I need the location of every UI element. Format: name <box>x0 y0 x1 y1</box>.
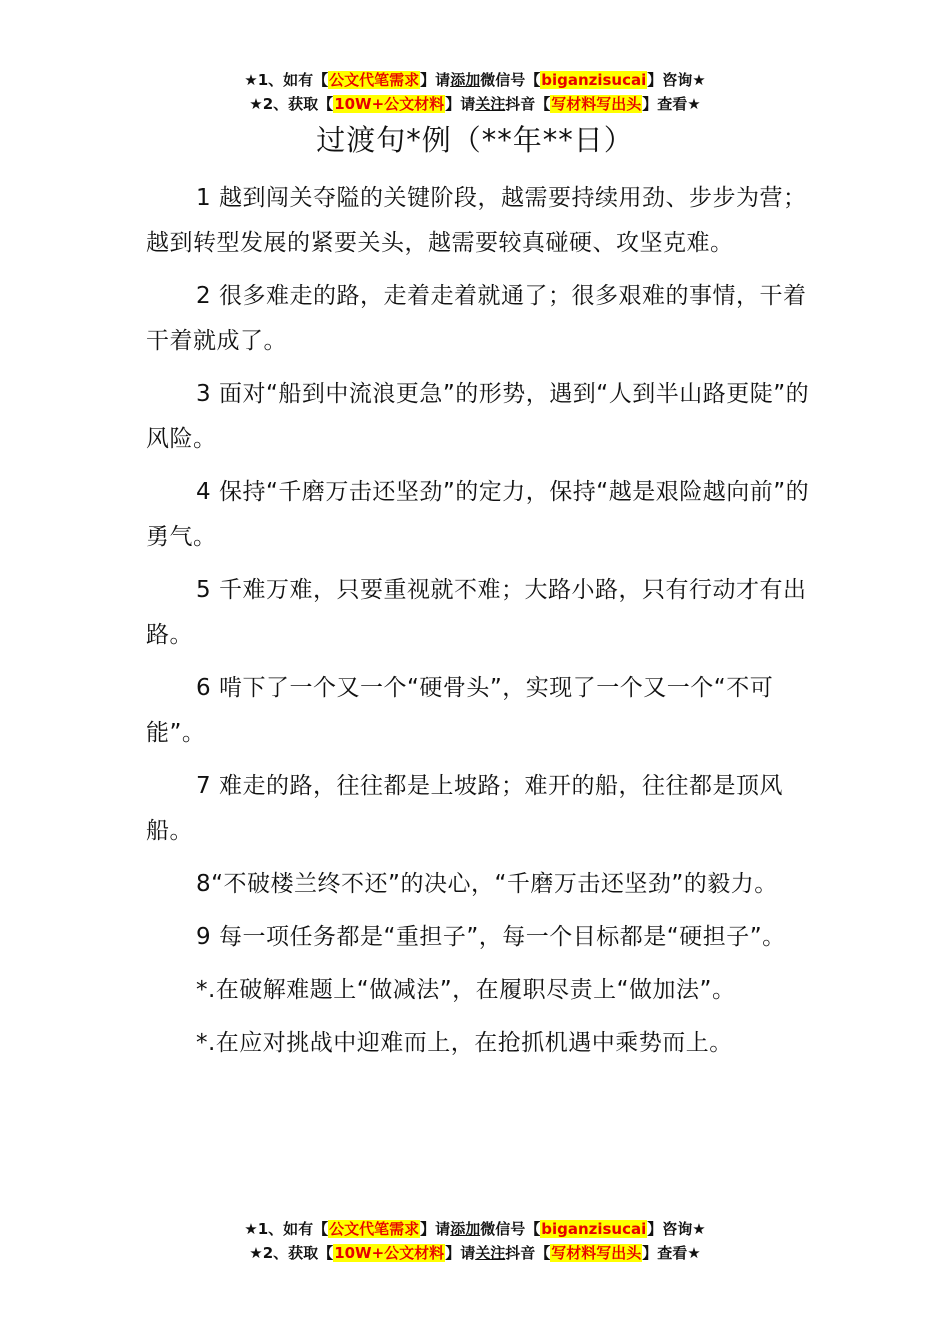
banner-underlined: 添加 <box>450 1220 481 1238</box>
footer-banner <box>0 1217 950 1265</box>
paragraph-1: 1 越到闯关夺隘的关键阶段，越需要持续用劲、步步为营；越到转型发展的紧要关头，越需要较真碰硬、攻坚克难。 <box>146 185 807 256</box>
banner-text: 】请 <box>445 95 476 113</box>
document-body <box>146 176 812 1074</box>
paragraph-5: 5 千难万难，只要重视就不难；大路小路，只有行动才有出路。 <box>146 577 807 648</box>
banner-text: 】查看★ <box>642 1244 701 1262</box>
paragraph-9: 9 每一项任务都是“重担子”，每一个目标都是“硬担子”。 <box>196 924 786 950</box>
header-banner <box>0 68 950 116</box>
banner-text: 】查看★ <box>642 95 701 113</box>
paragraph-7: 7 难走的路，往往都是上坡路；难开的船，往往都是顶风船。 <box>146 773 783 844</box>
banner-highlight: 写材料写出头 <box>551 95 642 113</box>
banner-line-1 <box>0 68 950 92</box>
banner-highlight: biganzisucai <box>541 71 647 89</box>
banner-highlight: 公文代笔需求 <box>329 1220 420 1238</box>
banner-text: 】请 <box>420 71 451 89</box>
paragraph-11: *.在应对挑战中迎难而上，在抢抓机遇中乘势而上。 <box>196 1030 733 1056</box>
banner-underlined: 添加 <box>450 71 481 89</box>
banner-line-2 <box>0 92 950 116</box>
banner-underlined: 关注 <box>475 95 506 113</box>
paragraph-2: 2 很多难走的路，走着走着就通了；很多艰难的事情，干着干着就成了。 <box>146 283 807 354</box>
banner-text: ★1、如有【 <box>244 1220 329 1238</box>
banner-text: 抖音【 <box>505 95 551 113</box>
banner-line-2 <box>0 1241 950 1265</box>
banner-text: 】咨询★ <box>647 1220 706 1238</box>
banner-underlined: 关注 <box>475 1244 506 1262</box>
banner-text: 微信号【 <box>480 71 541 89</box>
banner-text: 抖音【 <box>505 1244 551 1262</box>
banner-text: 】咨询★ <box>647 71 706 89</box>
banner-text: ★2、获取【 <box>249 95 334 113</box>
banner-text: 】请 <box>445 1244 476 1262</box>
banner-text: 】请 <box>420 1220 451 1238</box>
banner-highlight: 公文代笔需求 <box>329 71 420 89</box>
banner-text: ★1、如有【 <box>244 71 329 89</box>
paragraph-10: *.在破解难题上“做减法”，在履职尽责上“做加法”。 <box>196 977 736 1003</box>
paragraph-3: 3 面对“船到中流浪更急”的形势，遇到“人到半山路更陡”的风险。 <box>146 381 810 452</box>
document-title: 过渡句*例（**年**日） <box>316 123 634 157</box>
banner-highlight: 10W+公文材料 <box>334 95 445 113</box>
banner-text: ★2、获取【 <box>249 1244 334 1262</box>
paragraph-8: 8“不破楼兰终不还”的决心，“千磨万击还坚劲”的毅力。 <box>196 871 778 897</box>
banner-line-1 <box>0 1217 950 1241</box>
banner-highlight: biganzisucai <box>541 1220 647 1238</box>
paragraph-6: 6 啃下了一个又一个“硬骨头”，实现了一个又一个“不可能”。 <box>146 675 774 746</box>
paragraph-4: 4 保持“千磨万击还坚劲”的定力，保持“越是艰险越向前”的勇气。 <box>146 479 810 550</box>
banner-highlight: 写材料写出头 <box>551 1244 642 1262</box>
banner-highlight: 10W+公文材料 <box>334 1244 445 1262</box>
banner-text: 微信号【 <box>480 1220 541 1238</box>
